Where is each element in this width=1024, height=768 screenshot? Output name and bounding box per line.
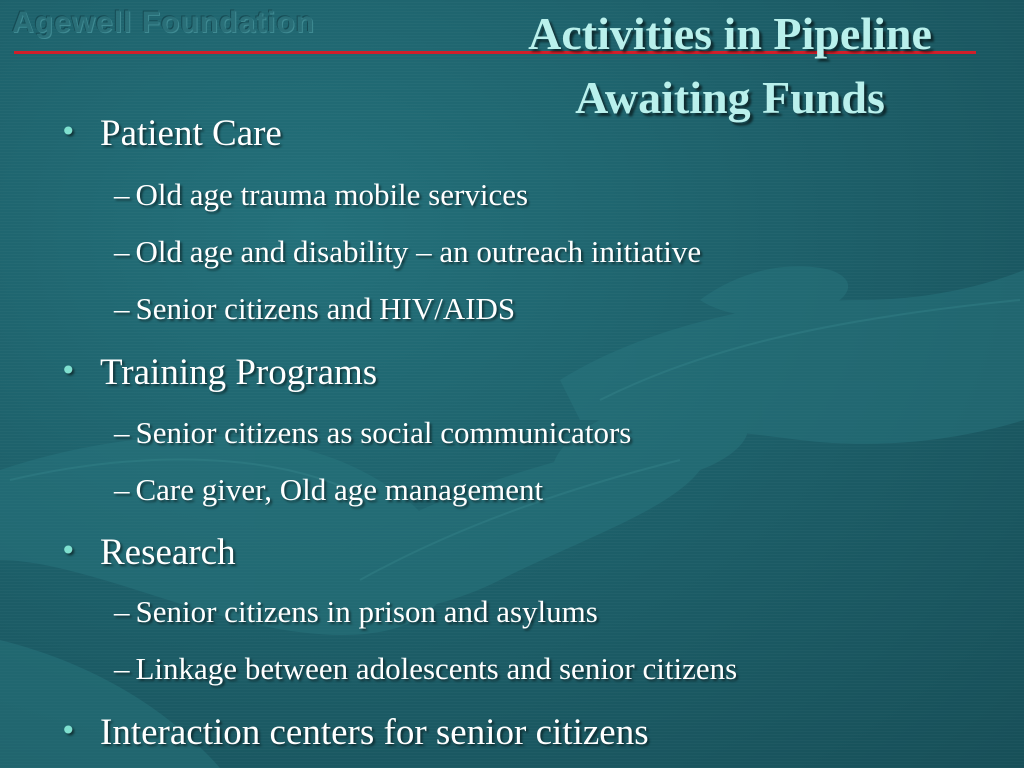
sub-bullet-label: Linkage between adolescents and senior citizens — [135, 651, 738, 686]
bullet-training-programs — [60, 351, 377, 394]
bullet-label: Patient Care — [100, 113, 282, 154]
bullet-label: Interaction centers for senior citizens — [100, 712, 649, 753]
sub-bullet: – Old age and disability – an outreach initiative — [114, 234, 702, 269]
bullet-label: Training Programs — [100, 352, 378, 393]
sub-bullet: – Linkage between adolescents and senior citizens — [114, 651, 738, 686]
bullet-research — [60, 531, 236, 574]
sub-bullet-label: Old age trauma mobile services — [135, 177, 529, 212]
sub-bullet-label: Care giver, Old age management — [135, 472, 544, 507]
sub-bullet: – Senior citizens as social communicators — [114, 415, 632, 450]
sub-bullet-label: Senior citizens as social communicators — [135, 415, 632, 450]
title-line-2: Awaiting Funds — [575, 72, 885, 123]
sub-bullet: – Care giver, Old age management — [114, 472, 544, 507]
sub-bullet: – Senior citizens and HIV/AIDS — [114, 291, 516, 326]
sub-bullet: – Senior citizens in prison and asylums — [114, 594, 598, 629]
sub-bullet: – Old age trauma mobile services — [114, 177, 529, 212]
sub-bullet-label: Senior citizens in prison and asylums — [135, 594, 598, 629]
bullet-label: Research — [100, 532, 236, 573]
bullet-interaction-centers — [60, 711, 649, 754]
bullet-patient-care — [60, 112, 282, 155]
bullet-icon: • — [60, 115, 77, 148]
bullet-icon: • — [60, 354, 77, 387]
sub-bullet-label: Senior citizens and HIV/AIDS — [135, 291, 516, 326]
organization-logo: Agewell Foundation — [12, 6, 315, 39]
bullet-icon: • — [60, 714, 77, 747]
title-line-1: Activities in Pipeline — [528, 8, 932, 59]
bullet-icon: • — [60, 534, 77, 567]
sub-bullet-label: Old age and disability – an outreach initiative — [135, 234, 702, 269]
